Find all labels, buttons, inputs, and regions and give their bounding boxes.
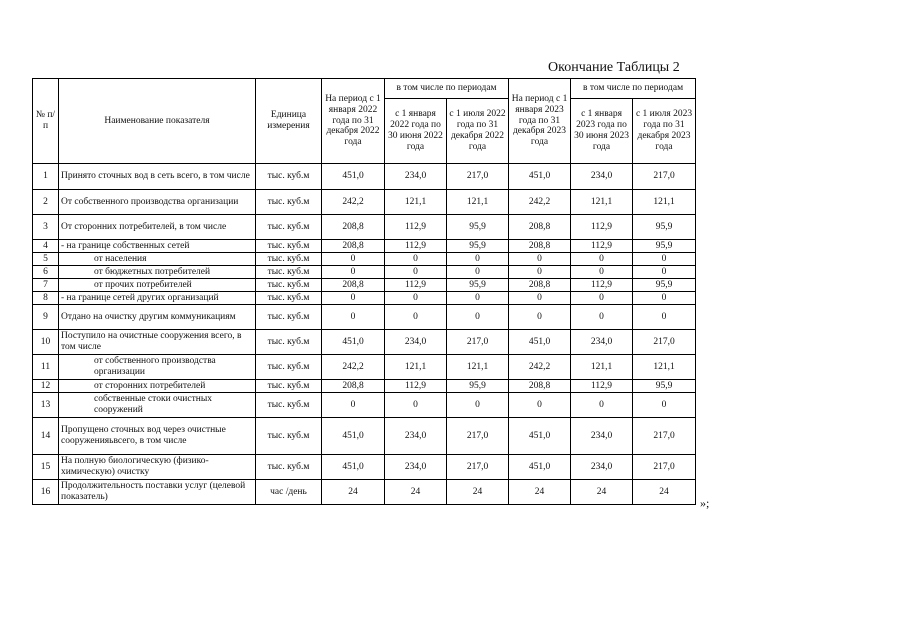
cell-value: 0 <box>447 393 509 418</box>
cell-value: 208,8 <box>322 215 385 240</box>
row-unit: тыс. куб.м <box>256 355 322 380</box>
cell-value: 451,0 <box>322 330 385 355</box>
cell-value: 24 <box>385 480 447 505</box>
cell-value: 451,0 <box>509 164 571 190</box>
row-number: 3 <box>33 215 59 240</box>
cell-value: 95,9 <box>447 215 509 240</box>
row-unit: тыс. куб.м <box>256 380 322 393</box>
row-name: От сторонних потребителей, в том числе <box>59 215 256 240</box>
cell-value: 217,0 <box>447 455 509 480</box>
cell-value: 112,9 <box>385 380 447 393</box>
table-row <box>33 292 696 305</box>
cell-value: 0 <box>322 253 385 266</box>
cell-value: 0 <box>571 393 633 418</box>
cell-value: 24 <box>509 480 571 505</box>
cell-value: 95,9 <box>633 279 696 292</box>
row-unit: тыс. куб.м <box>256 455 322 480</box>
row-number: 15 <box>33 455 59 480</box>
cell-value: 121,1 <box>571 355 633 380</box>
row-name: Продолжительность поставки услуг (целевой показатель) <box>59 480 256 505</box>
cell-value: 451,0 <box>322 455 385 480</box>
row-number: 8 <box>33 292 59 305</box>
cell-value: 0 <box>447 253 509 266</box>
cell-value: 112,9 <box>385 279 447 292</box>
cell-value: 95,9 <box>447 279 509 292</box>
row-unit: тыс. куб.м <box>256 253 322 266</box>
table-row <box>33 393 696 418</box>
cell-value: 24 <box>633 480 696 505</box>
row-unit: час /день <box>256 480 322 505</box>
header-2022-h2: с 1 июля 2022 года по 31 декабря 2022 года <box>447 99 509 164</box>
cell-value: 234,0 <box>385 164 447 190</box>
cell-value: 451,0 <box>509 330 571 355</box>
cell-value: 112,9 <box>571 380 633 393</box>
cell-value: 217,0 <box>633 330 696 355</box>
cell-value: 95,9 <box>633 380 696 393</box>
cell-value: 208,8 <box>509 380 571 393</box>
cell-value: 0 <box>322 393 385 418</box>
row-unit: тыс. куб.м <box>256 393 322 418</box>
table-row <box>33 279 696 292</box>
row-name: От собственного производства организации <box>59 190 256 215</box>
cell-value: 0 <box>509 253 571 266</box>
cell-value: 208,8 <box>322 279 385 292</box>
row-number: 14 <box>33 418 59 455</box>
cell-value: 451,0 <box>509 455 571 480</box>
row-name: собственные стоки очистных сооружений <box>59 393 256 418</box>
row-name: - на границе собственных сетей <box>59 240 256 253</box>
cell-value: 451,0 <box>322 418 385 455</box>
cell-value: 234,0 <box>385 455 447 480</box>
table-row <box>33 164 696 190</box>
row-unit: тыс. куб.м <box>256 240 322 253</box>
cell-value: 0 <box>571 305 633 330</box>
cell-value: 121,1 <box>633 190 696 215</box>
cell-value: 0 <box>447 292 509 305</box>
table-row <box>33 355 696 380</box>
header-period-2022: На период с 1 января 2022 года по 31 декабря 2022 года <box>322 79 385 164</box>
row-number: 11 <box>33 355 59 380</box>
row-number: 5 <box>33 253 59 266</box>
cell-value: 112,9 <box>385 240 447 253</box>
cell-value: 217,0 <box>633 164 696 190</box>
cell-value: 0 <box>633 292 696 305</box>
data-table <box>32 78 696 505</box>
row-name: от собственного производства организации <box>59 355 256 380</box>
cell-value: 217,0 <box>633 418 696 455</box>
cell-value: 208,8 <box>509 240 571 253</box>
cell-value: 0 <box>385 305 447 330</box>
row-name: от населения <box>59 253 256 266</box>
header-period-2023: На период с 1 января 2023 года по 31 декабря 2023 года <box>509 79 571 164</box>
row-number: 6 <box>33 266 59 279</box>
header-2023-h2: с 1 июля 2023 года по 31 декабря 2023 года <box>633 99 696 164</box>
row-unit: тыс. куб.м <box>256 305 322 330</box>
cell-value: 24 <box>447 480 509 505</box>
cell-value: 217,0 <box>633 455 696 480</box>
table-row <box>33 380 696 393</box>
cell-value: 208,8 <box>509 215 571 240</box>
header-2022-h1: с 1 января 2022 года по 30 июня 2022 года <box>385 99 447 164</box>
table-row <box>33 190 696 215</box>
table-row <box>33 330 696 355</box>
cell-value: 0 <box>385 292 447 305</box>
cell-value: 0 <box>322 292 385 305</box>
header-2023-h1: с 1 января 2023 года по 30 июня 2023 года <box>571 99 633 164</box>
row-number: 10 <box>33 330 59 355</box>
table-row <box>33 418 696 455</box>
cell-value: 0 <box>633 393 696 418</box>
cell-value: 121,1 <box>633 355 696 380</box>
cell-value: 451,0 <box>509 418 571 455</box>
row-name: Отдано на очистку другим коммуникациям <box>59 305 256 330</box>
page-title: Окончание Таблицы 2 <box>548 60 680 75</box>
cell-value: 0 <box>322 305 385 330</box>
cell-value: 0 <box>633 253 696 266</box>
row-name: Пропущено сточных вод через очистные сооруженияьвсего, в том числе <box>59 418 256 455</box>
cell-value: 234,0 <box>385 418 447 455</box>
cell-value: 0 <box>385 253 447 266</box>
row-unit: тыс. куб.м <box>256 266 322 279</box>
cell-value: 234,0 <box>571 418 633 455</box>
cell-value: 121,1 <box>447 190 509 215</box>
cell-value: 0 <box>447 305 509 330</box>
cell-value: 242,2 <box>322 190 385 215</box>
row-number: 13 <box>33 393 59 418</box>
header-name: Наименование показателя <box>59 79 256 164</box>
table-row <box>33 480 696 505</box>
header-unit: Единица измерения <box>256 79 322 164</box>
header-num: № п/п <box>33 79 59 164</box>
table-row <box>33 266 696 279</box>
cell-value: 95,9 <box>633 215 696 240</box>
cell-value: 242,2 <box>509 190 571 215</box>
cell-value: 24 <box>322 480 385 505</box>
row-unit: тыс. куб.м <box>256 292 322 305</box>
table-row <box>33 240 696 253</box>
row-number: 4 <box>33 240 59 253</box>
row-unit: тыс. куб.м <box>256 279 322 292</box>
row-name: от бюджетных потребителей <box>59 266 256 279</box>
cell-value: 0 <box>385 393 447 418</box>
cell-value: 208,8 <box>509 279 571 292</box>
cell-value: 0 <box>447 266 509 279</box>
cell-value: 217,0 <box>447 330 509 355</box>
cell-value: 0 <box>509 393 571 418</box>
row-name: от прочих потребителей <box>59 279 256 292</box>
cell-value: 0 <box>385 266 447 279</box>
data-table-container <box>32 78 696 505</box>
cell-value: 242,2 <box>322 355 385 380</box>
cell-value: 0 <box>633 266 696 279</box>
cell-value: 0 <box>571 292 633 305</box>
cell-value: 95,9 <box>633 240 696 253</box>
row-name: Принято сточных вод в сеть всего, в том числе <box>59 164 256 190</box>
cell-value: 217,0 <box>447 418 509 455</box>
cell-value: 208,8 <box>322 240 385 253</box>
cell-value: 451,0 <box>322 164 385 190</box>
row-unit: тыс. куб.м <box>256 215 322 240</box>
row-number: 16 <box>33 480 59 505</box>
cell-value: 242,2 <box>509 355 571 380</box>
table-row <box>33 455 696 480</box>
cell-value: 208,8 <box>322 380 385 393</box>
cell-value: 234,0 <box>385 330 447 355</box>
table-row <box>33 305 696 330</box>
row-name: от сторонних потребителей <box>59 380 256 393</box>
row-number: 9 <box>33 305 59 330</box>
cell-value: 0 <box>509 292 571 305</box>
row-number: 7 <box>33 279 59 292</box>
cell-value: 112,9 <box>385 215 447 240</box>
row-unit: тыс. куб.м <box>256 330 322 355</box>
header-subperiods-2022: в том числе по периодам <box>385 79 509 99</box>
row-unit: тыс. куб.м <box>256 190 322 215</box>
cell-value: 217,0 <box>447 164 509 190</box>
row-name: Поступило на очистные сооружения всего, в том числе <box>59 330 256 355</box>
cell-value: 0 <box>509 266 571 279</box>
row-name: - на границе сетей других организаций <box>59 292 256 305</box>
cell-value: 0 <box>322 266 385 279</box>
closing-quote: »; <box>700 496 710 510</box>
cell-value: 112,9 <box>571 279 633 292</box>
table-row <box>33 215 696 240</box>
row-number: 2 <box>33 190 59 215</box>
row-name: На полную биологическую (физико-химическую) очистку <box>59 455 256 480</box>
cell-value: 234,0 <box>571 455 633 480</box>
cell-value: 0 <box>509 305 571 330</box>
cell-value: 121,1 <box>385 190 447 215</box>
cell-value: 234,0 <box>571 330 633 355</box>
cell-value: 0 <box>571 266 633 279</box>
cell-value: 95,9 <box>447 380 509 393</box>
table-row <box>33 253 696 266</box>
cell-value: 121,1 <box>571 190 633 215</box>
cell-value: 112,9 <box>571 215 633 240</box>
row-unit: тыс. куб.м <box>256 418 322 455</box>
cell-value: 24 <box>571 480 633 505</box>
cell-value: 0 <box>633 305 696 330</box>
row-unit: тыс. куб.м <box>256 164 322 190</box>
cell-value: 121,1 <box>385 355 447 380</box>
header-subperiods-2023: в том числе по периодам <box>571 79 696 99</box>
cell-value: 0 <box>571 253 633 266</box>
row-number: 1 <box>33 164 59 190</box>
row-number: 12 <box>33 380 59 393</box>
cell-value: 121,1 <box>447 355 509 380</box>
cell-value: 234,0 <box>571 164 633 190</box>
cell-value: 112,9 <box>571 240 633 253</box>
cell-value: 95,9 <box>447 240 509 253</box>
